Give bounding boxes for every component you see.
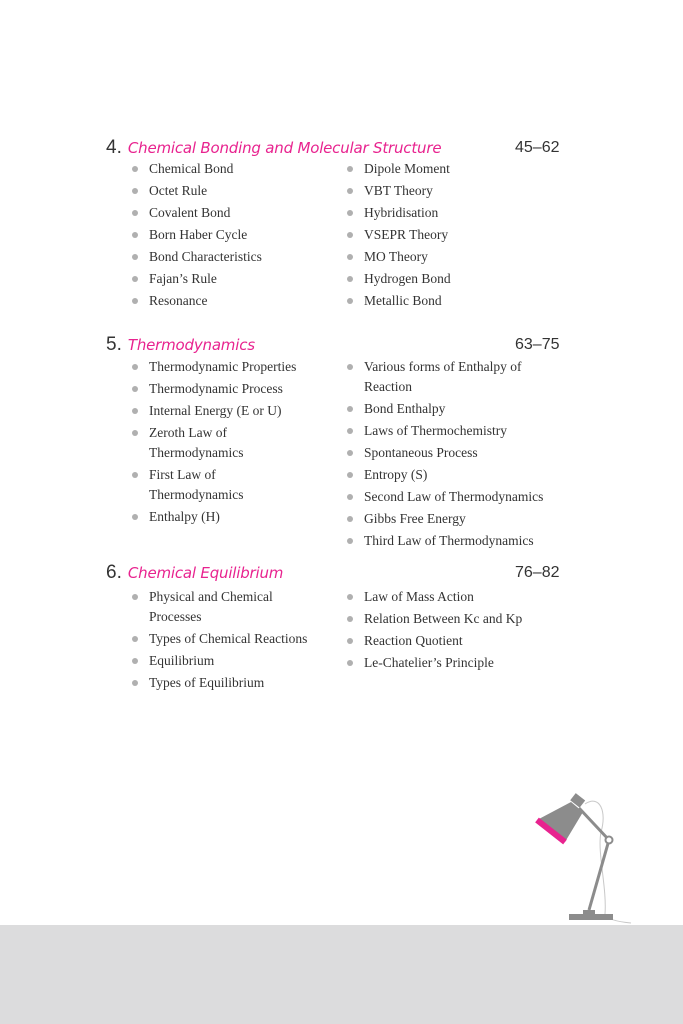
- chapter-page-range: 63–75: [515, 336, 560, 353]
- chapter-page-range: 76–82: [515, 564, 560, 581]
- bullet-icon: [132, 658, 138, 664]
- chapter-title: Chemical Bonding and Molecular Structure: [127, 139, 442, 157]
- list-item: Hydrogen Bond: [345, 269, 565, 289]
- list-item: MO Theory: [345, 247, 565, 267]
- bullet-icon: [347, 298, 353, 304]
- list-item: Internal Energy (E or U): [130, 401, 330, 421]
- bullet-icon: [132, 364, 138, 370]
- list-item: Equilibrium: [130, 651, 330, 671]
- bullet-icon: [132, 210, 138, 216]
- list-item: Second Law of Thermodynamics: [345, 487, 565, 507]
- list-item: Third Law of Thermodynamics: [345, 531, 565, 551]
- topic-list-left: [130, 159, 330, 313]
- bullet-icon: [132, 188, 138, 194]
- list-item: Types of Equilibrium: [130, 673, 330, 693]
- list-item: Chemical Bond: [130, 159, 330, 179]
- bullet-icon: [132, 514, 138, 520]
- bullet-icon: [347, 638, 353, 644]
- chapter-heading: [106, 137, 441, 159]
- chapter-title: Chemical Equilibrium: [127, 564, 284, 582]
- bullet-icon: [347, 188, 353, 194]
- bullet-icon: [347, 538, 353, 544]
- chapter-number: 5.: [106, 334, 122, 355]
- bullet-icon: [347, 428, 353, 434]
- bullet-icon: [132, 276, 138, 282]
- list-item: Physical and Chemical Processes: [130, 587, 299, 627]
- bullet-icon: [132, 408, 138, 414]
- list-item: Gibbs Free Energy: [345, 509, 565, 529]
- bullet-icon: [347, 210, 353, 216]
- bullet-icon: [347, 254, 353, 260]
- list-item: Spontaneous Process: [345, 443, 565, 463]
- chapter-number: 4.: [106, 137, 122, 158]
- list-item: Thermodynamic Process: [130, 379, 330, 399]
- bullet-icon: [132, 166, 138, 172]
- bullet-icon: [347, 450, 353, 456]
- list-item: Fajan’s Rule: [130, 269, 330, 289]
- topic-list-right: [345, 357, 565, 553]
- bullet-icon: [132, 636, 138, 642]
- chapter-number: 6.: [106, 562, 122, 583]
- topic-list-right: [345, 159, 565, 313]
- bullet-icon: [132, 472, 138, 478]
- bullet-icon: [132, 430, 138, 436]
- list-item: First Law of Thermodynamics: [130, 465, 259, 505]
- bullet-icon: [347, 232, 353, 238]
- bullet-icon: [132, 232, 138, 238]
- bullet-icon: [347, 364, 353, 370]
- chapter-heading: [106, 334, 255, 356]
- list-item: Octet Rule: [130, 181, 330, 201]
- list-item: VBT Theory: [345, 181, 565, 201]
- bullet-icon: [347, 472, 353, 478]
- chapter-heading: [106, 562, 283, 584]
- list-item: Types of Chemical Reactions: [130, 629, 330, 649]
- list-item: Various forms of Enthalpy of Reaction: [345, 357, 544, 397]
- list-item: Le-Chatelier’s Principle: [345, 653, 565, 673]
- list-item: Enthalpy (H): [130, 507, 330, 527]
- topic-list-left: [130, 587, 330, 695]
- bullet-icon: [347, 166, 353, 172]
- list-item: Bond Enthalpy: [345, 399, 565, 419]
- topic-list-right: [345, 587, 565, 675]
- list-item: Metallic Bond: [345, 291, 565, 311]
- list-item: Laws of Thermochemistry: [345, 421, 565, 441]
- list-item: Reaction Quotient: [345, 631, 565, 651]
- bullet-icon: [132, 298, 138, 304]
- bullet-icon: [347, 660, 353, 666]
- bullet-icon: [347, 616, 353, 622]
- list-item: Entropy (S): [345, 465, 565, 485]
- list-item: Law of Mass Action: [345, 587, 565, 607]
- bullet-icon: [132, 594, 138, 600]
- topic-list-left: [130, 357, 330, 529]
- list-item: Born Haber Cycle: [130, 225, 330, 245]
- footer-band: [0, 925, 683, 1024]
- chapter-title: Thermodynamics: [127, 336, 255, 354]
- bullet-icon: [347, 406, 353, 412]
- list-item: Resonance: [130, 291, 330, 311]
- chapter-page-range: 45–62: [515, 139, 560, 156]
- list-item: Relation Between Kc and Kp: [345, 609, 565, 629]
- bullet-icon: [132, 386, 138, 392]
- list-item: VSEPR Theory: [345, 225, 565, 245]
- list-item: Hybridisation: [345, 203, 565, 223]
- bullet-icon: [132, 254, 138, 260]
- list-item: Thermodynamic Properties: [130, 357, 330, 377]
- bullet-icon: [347, 494, 353, 500]
- bullet-icon: [347, 276, 353, 282]
- bullet-icon: [132, 680, 138, 686]
- list-item: Covalent Bond: [130, 203, 330, 223]
- bullet-icon: [347, 516, 353, 522]
- desk-lamp-icon: [525, 792, 635, 924]
- bullet-icon: [347, 594, 353, 600]
- list-item: Zeroth Law of Thermodynamics: [130, 423, 259, 463]
- list-item: Bond Characteristics: [130, 247, 330, 267]
- list-item: Dipole Moment: [345, 159, 565, 179]
